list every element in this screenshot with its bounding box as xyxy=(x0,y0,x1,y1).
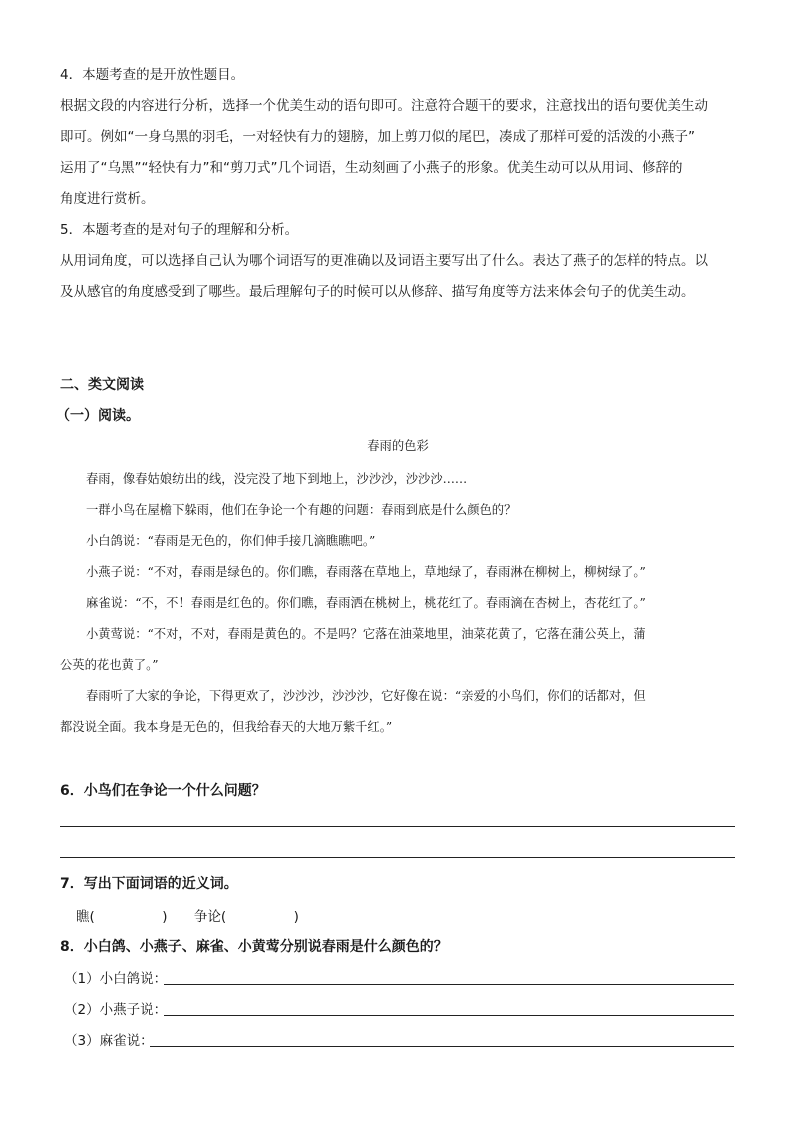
question-8: 8．小白鸽、小燕子、麻雀、小黄莺分别说春雨是什么颜色的？ xyxy=(60,939,448,955)
item4-line-3: 运用了“乌黑”“轻快有力”和“剪刀式”几个词语，生动刻画了小燕子的形象。优美生动可以从用词、修辞的 xyxy=(60,160,683,176)
answer-line-q6-1[interactable] xyxy=(60,826,735,827)
item5-line-2: 及从感官的角度感受到了哪些。最后理解句子的时候可以从修辞、描写角度等方法来体会句子的优美生动。 xyxy=(60,284,695,300)
item4-line-2: 即可。例如“一身乌黑的羽毛，一对轻快有力的翅膀，加上剪刀似的尾巴，凑成了那样可爱的活泼的小燕子” xyxy=(60,129,695,145)
item4-heading: 4．本题考查的是开放性题目。 xyxy=(60,67,245,83)
item5-line-1: 从用词角度，可以选择自己认为哪个词语写的更准确以及词语主要写出了什么。表达了燕子的怎样的特点。以 xyxy=(60,253,708,269)
item4-line-4: 角度进行赏析。 xyxy=(60,191,155,207)
story-passage xyxy=(60,436,736,743)
story-line-9: 都没说全面。我本身是无色的，但我给春天的大地万紫千红。” xyxy=(60,720,393,734)
story-title: 春雨的色彩 xyxy=(367,439,429,453)
story-line-5: 麻雀说：“不，不！春雨是红色的。你们瞧，春雨洒在桃树上，桃花红了。春雨滴在杏树上，杏花红了。” xyxy=(86,596,646,610)
answer-analysis xyxy=(60,60,736,308)
question-7: 7．写出下面词语的近义词。 xyxy=(60,876,238,892)
story-line-3: 小白鸽说：“春雨是无色的，你们伸手接几滴瞧瞧吧。” xyxy=(86,534,376,548)
answer-line-q8-3[interactable] xyxy=(150,1046,734,1047)
q8-label-3: （3）麻雀说： xyxy=(64,1033,154,1049)
section-subtitle: （一）阅读。 xyxy=(56,408,140,424)
item5-heading: 5．本题考查的是对句子的理解和分析。 xyxy=(60,222,299,238)
section-title: 二、类文阅读 xyxy=(60,377,144,393)
item4-line-1: 根据文段的内容进行分析，选择一个优美生动的语句即可。注意符合题干的要求，注意找出的语句要优美生动 xyxy=(60,98,708,114)
story-line-7: 公英的花也黄了。” xyxy=(60,658,159,672)
story-line-2: 一群小鸟在屋檐下躲雨，他们在争论一个有趣的问题：春雨到底是什么颜色的？ xyxy=(86,503,517,517)
q8-label-2: （2）小燕子说： xyxy=(64,1002,168,1018)
answer-line-q8-1[interactable] xyxy=(164,984,734,985)
story-line-8: 春雨听了大家的争论，下得更欢了，沙沙沙，沙沙沙，它好像在说：“亲爱的小鸟们，你们的话都对，但 xyxy=(86,689,646,703)
story-line-1: 春雨，像春姑娘纺出的线，没完没了地下到地上，沙沙沙，沙沙沙…… xyxy=(86,472,468,486)
question-6: 6．小鸟们在争论一个什么问题？ xyxy=(60,783,266,799)
q8-label-1: （1）小白鸽说： xyxy=(64,971,168,987)
answer-line-q6-2[interactable] xyxy=(60,857,735,858)
synonym-row xyxy=(76,905,299,925)
synonym-blank-1[interactable]: 瞧( ) xyxy=(76,909,168,925)
synonym-blank-2[interactable]: 争论( ) xyxy=(193,909,299,925)
story-line-4: 小燕子说：“不对，春雨是绿色的。你们瞧，春雨落在草地上，草地绿了，春雨淋在柳树上，柳树绿了。” xyxy=(86,565,646,579)
answer-line-q8-2[interactable] xyxy=(164,1015,734,1016)
story-line-6: 小黄莺说：“不对，不对，春雨是黄色的。不是吗？它落在油菜地里，油菜花黄了，它落在蒲公英上，蒲 xyxy=(86,627,646,641)
